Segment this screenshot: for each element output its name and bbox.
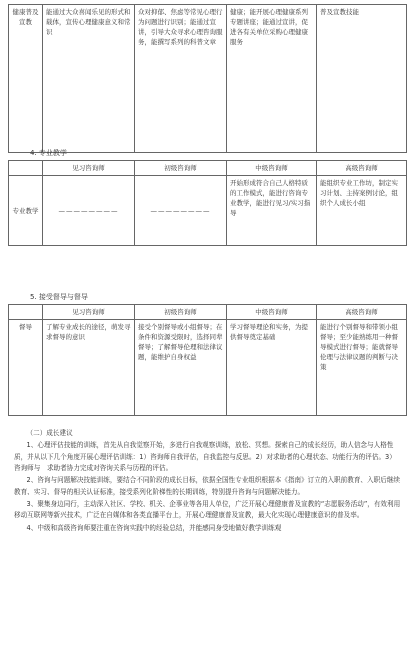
supervision-table: [8, 304, 407, 416]
health-education-table: [8, 4, 407, 153]
row-header-health-education: 健康普及宣教: [9, 5, 43, 153]
header-trainee: 见习咨询师: [43, 305, 135, 320]
cell-senior: 能进行个别督导和带领小组督导；至少能熟练用一种督导模式进行督导；能就督导伦理与法律议题的判断与决策: [317, 320, 407, 416]
header-senior: 高级咨询师: [317, 161, 407, 176]
cell-trainee: ————————: [43, 176, 135, 246]
header-junior: 初级咨询师: [135, 305, 227, 320]
professional-teaching-table: [8, 160, 407, 246]
cell-senior: 普及宣教技能: [317, 5, 407, 153]
row-header-teaching: 专业教学: [9, 176, 43, 246]
header-empty: [9, 305, 43, 320]
cell-junior: 众对抑郁、焦虑等常见心理行为问题进行识别；能通过宣讲，引导大众寻求心理咨询服务，能撰写系列的科普文章: [135, 5, 227, 153]
cell-intermediate: 学习督导理论和实务，为提供督导奠定基础: [227, 320, 317, 416]
growth-paragraph-3: 3、聚集身边同行，主动深入社区、学校、机关、企事业等各用人单位，广泛开展心理健康普及宣教的“志愿服务活动”，有效利用移动互联网等新兴技术，广泛在自媒体和各类直播平台上，开展心理健康普及宣教，最大化实现心理健康意识的普及率。: [14, 499, 401, 520]
header-trainee: 见习咨询师: [43, 161, 135, 176]
header-junior: 初级咨询师: [135, 161, 227, 176]
growth-paragraph-4: 4、中级和高级咨询师要注重在咨询实践中的经验总结，并能感同身受地做好教学训练观: [26, 523, 282, 532]
section-title-supervision: 5. 接受督导与督导: [30, 293, 88, 301]
header-intermediate: 中级咨询师: [227, 161, 317, 176]
cell-intermediate: 健康；能开展心理健康系列专题讲座；能通过宣讲，促进各有关单位采购心理健康服务: [227, 5, 317, 153]
row-header-supervision: 督导: [9, 320, 43, 416]
cell-trainee: 了解专业成长的途径，萌发寻求督导的意识: [43, 320, 135, 416]
cell-intermediate: 开始形成符合自己人格特质的工作模式，能进行咨询专业教学，能进行见习/实习指导: [227, 176, 317, 246]
header-empty: [9, 161, 43, 176]
cell-junior: ————————: [135, 176, 227, 246]
section-title-teaching: 4. 专业教学: [30, 149, 67, 157]
growth-paragraph-2: 2、咨询与问题解决技能训练，要结合不同阶段的成长目标，依据全国性专业组织根据本《指南》订立的入职前教育、入职后继续教育、实习、督导的相关认证标准，接受系列化阶梯性的长期训练，特别提升咨询与问题解决能力。: [14, 476, 400, 496]
growth-paragraph-1: 1、心理评估技能的训练，首先从自我觉察开始，多进行自我观察训练，放松、冥想。探索自己的成长经历，助人信念与人格性质，并从以下几个角度开展心理评估训练：1）咨询师自我评估，自我监控与反思。2）对求助者的心理状态、功能行为的评估。3）咨询师与 求助者协力完成对咨询关系与历程的评估。: [14, 441, 396, 472]
growth-heading: （二）成长建议: [26, 429, 73, 437]
cell-junior: 接受个别督导或小组督导；在条件和资源受限时，选择同辈督导；了解督导伦理和法律议题，能维护自身权益: [135, 320, 227, 416]
growth-suggestions: [14, 428, 402, 535]
header-intermediate: 中级咨询师: [227, 305, 317, 320]
cell-senior: 能组织专业工作坊，制定实习计划、主持案例讨论，组织个人成长小组: [317, 176, 407, 246]
cell-trainee: 能通过大众喜闻乐见的形式和载体，宣传心理健康意义和常识: [43, 5, 135, 153]
header-senior: 高级咨询师: [317, 305, 407, 320]
